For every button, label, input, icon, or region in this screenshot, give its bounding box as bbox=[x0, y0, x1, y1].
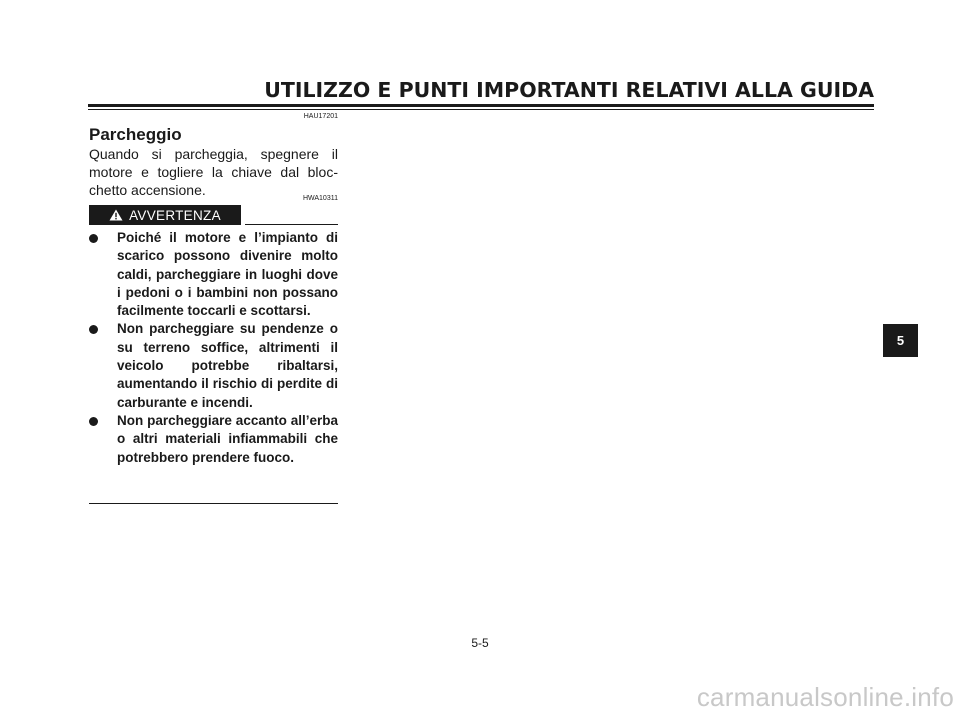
warning-list bbox=[89, 229, 338, 467]
page-header-title: UTILIZZO E PUNTI IMPORTANTI RELATIVI ALLA GUIDA bbox=[264, 78, 874, 102]
section-code: HAU17201 bbox=[303, 113, 338, 120]
warning-item bbox=[89, 412, 338, 467]
bullet-icon bbox=[89, 325, 98, 334]
header-rule bbox=[88, 104, 874, 107]
warning-end-rule bbox=[89, 503, 338, 504]
bullet-icon bbox=[89, 234, 98, 243]
bullet-icon bbox=[89, 417, 98, 426]
section-title: Parcheggio bbox=[89, 125, 182, 144]
warning-item-text: Poiché il motore e l’impianto di scarico possono divenire molto caldi, parcheggiare in luoghi dove i pedoni o i bambini non possano facilmente toccarli e scottarsi. bbox=[117, 230, 338, 319]
warning-item-text: Non parcheggiare su pendenze o su terreno soffice, altrimenti il veicolo potrebbe ribaltarsi, aumentando il rischio di perdite di carburante e incendi. bbox=[117, 321, 338, 410]
watermark: carmanualsonline.info bbox=[696, 682, 954, 712]
warning-item bbox=[89, 320, 338, 411]
warning-header-rule bbox=[245, 224, 338, 225]
warning-label-box bbox=[89, 205, 241, 225]
warning-item-text: Non parcheggiare accanto all’erba o altri materiali infiammabili che potrebbero prendere fuoco. bbox=[117, 412, 338, 465]
content-column bbox=[89, 112, 338, 467]
warning-label: AVVERTENZA bbox=[129, 207, 221, 223]
warning-triangle-icon bbox=[109, 209, 123, 221]
chapter-tab: 5 bbox=[883, 324, 918, 357]
page-number: 5-5 bbox=[471, 636, 489, 650]
warning-item bbox=[89, 229, 338, 320]
section-body: Quando si parcheggia, spegnere il motore e togliere la chiave dal blocchetto accensione. bbox=[89, 146, 338, 198]
warning-header bbox=[89, 195, 338, 223]
header-rule-thin bbox=[88, 109, 874, 110]
warning-code: HWA10311 bbox=[302, 195, 338, 202]
